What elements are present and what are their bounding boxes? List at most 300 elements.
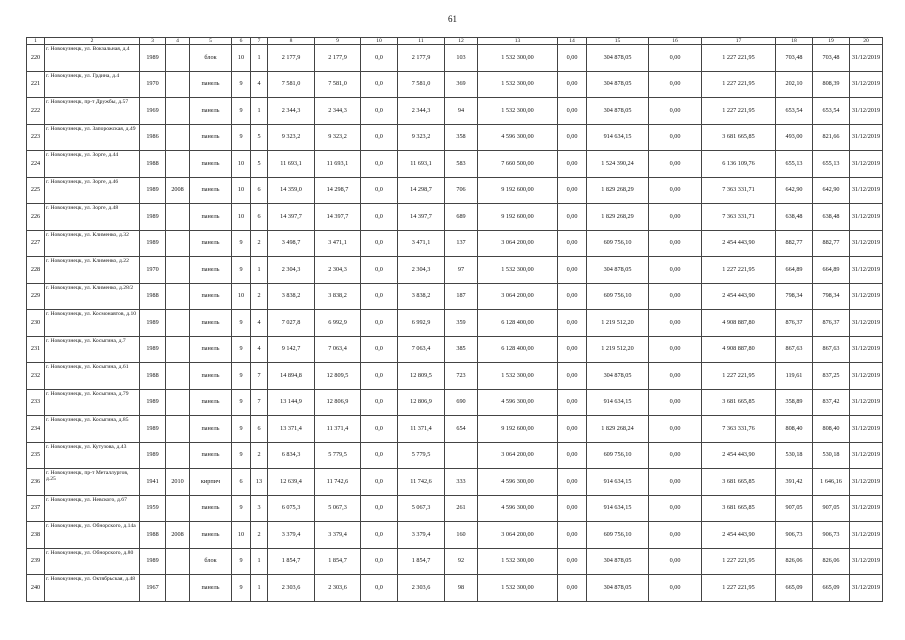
nonliving-area-cell: 0,0 <box>361 495 398 522</box>
premises-area-cell: 12 806,9 <box>398 389 445 416</box>
fund-cost-cell: 0,00 <box>558 548 587 575</box>
nonliving-area-cell: 0,0 <box>361 45 398 72</box>
owners-cost-cell: 3 681 665,85 <box>702 124 776 151</box>
floors-cell: 9 <box>232 310 251 337</box>
nonliving-area-cell: 0,0 <box>361 469 398 496</box>
municipal-cost-cell: 0,00 <box>649 71 702 98</box>
entrances-cell: 2 <box>251 522 268 549</box>
total-cost-cell: 3 064 200,00 <box>478 522 558 549</box>
entrances-cell: 4 <box>251 336 268 363</box>
total-cost-cell: 6 128 400,00 <box>478 336 558 363</box>
municipal-cost-cell: 0,00 <box>649 45 702 72</box>
column-number-14: 14 <box>558 38 587 45</box>
total-cost-cell: 4 596 300,00 <box>478 469 558 496</box>
regional-cost-cell: 914 634,15 <box>587 469 649 496</box>
living-area-cell: 3 838,2 <box>315 283 361 310</box>
nonliving-area-cell: 0,0 <box>361 310 398 337</box>
total-area-cell: 3 379,4 <box>268 522 315 549</box>
limit-cost-cell: 638,48 <box>813 204 850 231</box>
limit-cost-cell: 867,63 <box>813 336 850 363</box>
column-number-4: 4 <box>166 38 190 45</box>
owners-cost-cell: 2 454 443,90 <box>702 230 776 257</box>
living-area-cell: 7 581,0 <box>315 71 361 98</box>
fund-cost-cell: 0,00 <box>558 469 587 496</box>
table-row <box>27 522 883 549</box>
unit-cost-cell: 665,09 <box>776 575 813 602</box>
premises-area-cell: 2 177,9 <box>398 45 445 72</box>
completion-date-cell: 31/12/2019 <box>850 310 883 337</box>
floors-cell: 9 <box>232 230 251 257</box>
fund-cost-cell: 0,00 <box>558 45 587 72</box>
completion-date-cell: 31/12/2019 <box>850 522 883 549</box>
living-area-cell: 2 177,9 <box>315 45 361 72</box>
owners-cost-cell: 6 136 109,76 <box>702 151 776 178</box>
year-built-cell: 1941 <box>140 469 166 496</box>
owners-cost-cell: 1 227 221,95 <box>702 257 776 284</box>
year-built-cell: 1986 <box>140 124 166 151</box>
column-number-5: 5 <box>190 38 232 45</box>
floors-cell: 6 <box>232 469 251 496</box>
year-renovated-cell <box>166 575 190 602</box>
year-built-cell: 1988 <box>140 151 166 178</box>
floors-cell: 9 <box>232 416 251 443</box>
year-built-cell: 1989 <box>140 442 166 469</box>
unit-cost-cell: 867,63 <box>776 336 813 363</box>
row-index-cell: 228 <box>27 257 45 284</box>
wall-material-cell: панель <box>190 71 232 98</box>
floors-cell: 9 <box>232 98 251 125</box>
municipal-cost-cell: 0,00 <box>649 151 702 178</box>
premises-area-cell: 5 067,3 <box>398 495 445 522</box>
total-area-cell: 6 834,3 <box>268 442 315 469</box>
year-renovated-cell <box>166 495 190 522</box>
address-cell: г. Новокузнецк, ул. Невского, д.67 <box>45 495 140 522</box>
row-index-cell: 226 <box>27 204 45 231</box>
owners-cost-cell: 4 908 887,80 <box>702 310 776 337</box>
total-area-cell: 1 854,7 <box>268 548 315 575</box>
year-renovated-cell <box>166 389 190 416</box>
table-row <box>27 310 883 337</box>
year-renovated-cell <box>166 416 190 443</box>
premises-area-cell: 1 854,7 <box>398 548 445 575</box>
unit-cost-cell: 906,73 <box>776 522 813 549</box>
completion-date-cell: 31/12/2019 <box>850 230 883 257</box>
unit-cost-cell: 798,34 <box>776 283 813 310</box>
entrances-cell: 2 <box>251 283 268 310</box>
year-built-cell: 1988 <box>140 522 166 549</box>
wall-material-cell: панель <box>190 177 232 204</box>
living-area-cell: 11 371,4 <box>315 416 361 443</box>
living-area-cell: 3 379,4 <box>315 522 361 549</box>
living-area-cell: 5 779,5 <box>315 442 361 469</box>
column-number-16: 16 <box>649 38 702 45</box>
floors-cell: 9 <box>232 71 251 98</box>
row-index-cell: 231 <box>27 336 45 363</box>
owners-cost-cell: 2 454 443,90 <box>702 442 776 469</box>
limit-cost-cell: 876,37 <box>813 310 850 337</box>
residents-cell: 137 <box>445 230 478 257</box>
wall-material-cell: панель <box>190 151 232 178</box>
owners-cost-cell: 3 681 665,85 <box>702 389 776 416</box>
entrances-cell: 7 <box>251 363 268 390</box>
owners-cost-cell: 3 681 665,85 <box>702 495 776 522</box>
address-cell: г. Новокузнецк, ул. Вокзальная, д.4 <box>45 45 140 72</box>
regional-cost-cell: 304 878,05 <box>587 257 649 284</box>
limit-cost-cell: 837,42 <box>813 389 850 416</box>
year-renovated-cell <box>166 230 190 257</box>
column-number-8: 8 <box>268 38 315 45</box>
floors-cell: 10 <box>232 283 251 310</box>
entrances-cell: 2 <box>251 230 268 257</box>
floors-cell: 9 <box>232 363 251 390</box>
table-row <box>27 336 883 363</box>
total-area-cell: 7 027,8 <box>268 310 315 337</box>
premises-area-cell: 3 838,2 <box>398 283 445 310</box>
table-row <box>27 257 883 284</box>
address-cell: г. Новокузнецк, ул. Зорге, д.46 <box>45 177 140 204</box>
address-cell: г. Новокузнецк, ул. Косыгина, д.85 <box>45 416 140 443</box>
residents-cell: 94 <box>445 98 478 125</box>
address-cell: г. Новокузнецк, пр-т Металлургов, д.25 <box>45 469 140 496</box>
total-area-cell: 13 144,9 <box>268 389 315 416</box>
fund-cost-cell: 0,00 <box>558 310 587 337</box>
table-row <box>27 71 883 98</box>
completion-date-cell: 31/12/2019 <box>850 45 883 72</box>
year-built-cell: 1969 <box>140 98 166 125</box>
entrances-cell: 7 <box>251 389 268 416</box>
fund-cost-cell: 0,00 <box>558 416 587 443</box>
address-cell: г. Новокузнецк, ул. Косыгина, д.79 <box>45 389 140 416</box>
limit-cost-cell: 907,05 <box>813 495 850 522</box>
premises-area-cell: 3 379,4 <box>398 522 445 549</box>
residents-cell: 261 <box>445 495 478 522</box>
year-built-cell: 1970 <box>140 257 166 284</box>
limit-cost-cell: 837,25 <box>813 363 850 390</box>
fund-cost-cell: 0,00 <box>558 98 587 125</box>
table-row <box>27 575 883 602</box>
row-index-cell: 239 <box>27 548 45 575</box>
total-cost-cell: 7 660 500,00 <box>478 151 558 178</box>
total-area-cell: 2 177,9 <box>268 45 315 72</box>
premises-area-cell: 3 471,1 <box>398 230 445 257</box>
municipal-cost-cell: 0,00 <box>649 416 702 443</box>
fund-cost-cell: 0,00 <box>558 363 587 390</box>
completion-date-cell: 31/12/2019 <box>850 495 883 522</box>
row-index-cell: 240 <box>27 575 45 602</box>
row-index-cell: 233 <box>27 389 45 416</box>
total-cost-cell: 1 532 300,00 <box>478 257 558 284</box>
residents-cell: 187 <box>445 283 478 310</box>
unit-cost-cell: 119,61 <box>776 363 813 390</box>
nonliving-area-cell: 0,0 <box>361 363 398 390</box>
regional-cost-cell: 304 878,05 <box>587 548 649 575</box>
table-row <box>27 98 883 125</box>
limit-cost-cell: 642,90 <box>813 177 850 204</box>
year-renovated-cell <box>166 336 190 363</box>
column-number-9: 9 <box>315 38 361 45</box>
wall-material-cell: панель <box>190 204 232 231</box>
unit-cost-cell: 653,54 <box>776 98 813 125</box>
unit-cost-cell: 391,42 <box>776 469 813 496</box>
residents-cell: 690 <box>445 389 478 416</box>
premises-area-cell: 14 298,7 <box>398 177 445 204</box>
unit-cost-cell: 202,10 <box>776 71 813 98</box>
row-index-cell: 225 <box>27 177 45 204</box>
table-row <box>27 204 883 231</box>
premises-area-cell: 11 693,1 <box>398 151 445 178</box>
nonliving-area-cell: 0,0 <box>361 204 398 231</box>
column-number-12: 12 <box>445 38 478 45</box>
completion-date-cell: 31/12/2019 <box>850 257 883 284</box>
fund-cost-cell: 0,00 <box>558 522 587 549</box>
year-renovated-cell <box>166 204 190 231</box>
nonliving-area-cell: 0,0 <box>361 98 398 125</box>
total-cost-cell: 1 532 300,00 <box>478 575 558 602</box>
nonliving-area-cell: 0,0 <box>361 442 398 469</box>
residents-cell: 358 <box>445 124 478 151</box>
municipal-cost-cell: 0,00 <box>649 230 702 257</box>
regional-cost-cell: 1 219 512,20 <box>587 336 649 363</box>
living-area-cell: 2 344,3 <box>315 98 361 125</box>
year-renovated-cell <box>166 310 190 337</box>
limit-cost-cell: 882,77 <box>813 230 850 257</box>
completion-date-cell: 31/12/2019 <box>850 71 883 98</box>
row-index-cell: 238 <box>27 522 45 549</box>
premises-area-cell: 2 303,6 <box>398 575 445 602</box>
row-index-cell: 222 <box>27 98 45 125</box>
unit-cost-cell: 638,48 <box>776 204 813 231</box>
living-area-cell: 11 742,6 <box>315 469 361 496</box>
row-index-cell: 220 <box>27 45 45 72</box>
wall-material-cell: панель <box>190 257 232 284</box>
owners-cost-cell: 1 227 221,95 <box>702 363 776 390</box>
total-cost-cell: 9 192 600,00 <box>478 177 558 204</box>
regional-cost-cell: 1 829 268,29 <box>587 204 649 231</box>
owners-cost-cell: 7 363 331,76 <box>702 416 776 443</box>
limit-cost-cell: 655,13 <box>813 151 850 178</box>
completion-date-cell: 31/12/2019 <box>850 124 883 151</box>
wall-material-cell: панель <box>190 283 232 310</box>
year-built-cell: 1989 <box>140 389 166 416</box>
completion-date-cell: 31/12/2019 <box>850 177 883 204</box>
premises-area-cell: 7 063,4 <box>398 336 445 363</box>
completion-date-cell: 31/12/2019 <box>850 389 883 416</box>
year-built-cell: 1989 <box>140 45 166 72</box>
completion-date-cell: 31/12/2019 <box>850 151 883 178</box>
completion-date-cell: 31/12/2019 <box>850 363 883 390</box>
unit-cost-cell: 664,89 <box>776 257 813 284</box>
year-built-cell: 1989 <box>140 416 166 443</box>
residents-cell: 654 <box>445 416 478 443</box>
table-row <box>27 363 883 390</box>
column-number-15: 15 <box>587 38 649 45</box>
address-cell: г. Новокузнецк, ул. Косыгина, д.7 <box>45 336 140 363</box>
residents-cell: 369 <box>445 71 478 98</box>
table-row <box>27 389 883 416</box>
year-renovated-cell <box>166 98 190 125</box>
address-cell: г. Новокузнецк, ул. Запорожская, д.49 <box>45 124 140 151</box>
wall-material-cell: блок <box>190 45 232 72</box>
fund-cost-cell: 0,00 <box>558 124 587 151</box>
municipal-cost-cell: 0,00 <box>649 257 702 284</box>
living-area-cell: 14 298,7 <box>315 177 361 204</box>
column-number-19: 19 <box>813 38 850 45</box>
regional-cost-cell: 609 756,10 <box>587 522 649 549</box>
municipal-cost-cell: 0,00 <box>649 389 702 416</box>
regional-cost-cell: 914 634,15 <box>587 389 649 416</box>
living-area-cell: 7 063,4 <box>315 336 361 363</box>
table-row <box>27 548 883 575</box>
floors-cell: 10 <box>232 151 251 178</box>
regional-cost-cell: 304 878,05 <box>587 363 649 390</box>
total-cost-cell: 9 192 600,00 <box>478 204 558 231</box>
regional-cost-cell: 1 219 512,20 <box>587 310 649 337</box>
total-area-cell: 14 359,0 <box>268 177 315 204</box>
living-area-cell: 2 303,6 <box>315 575 361 602</box>
total-area-cell: 3 838,2 <box>268 283 315 310</box>
fund-cost-cell: 0,00 <box>558 336 587 363</box>
residents-cell: 706 <box>445 177 478 204</box>
address-cell: г. Новокузнецк, ул. Обнорского, д.14а <box>45 522 140 549</box>
entrances-cell: 6 <box>251 204 268 231</box>
wall-material-cell: панель <box>190 416 232 443</box>
residents-cell: 723 <box>445 363 478 390</box>
year-built-cell: 1989 <box>140 336 166 363</box>
entrances-cell: 6 <box>251 416 268 443</box>
year-renovated-cell <box>166 124 190 151</box>
unit-cost-cell: 882,77 <box>776 230 813 257</box>
page-number: 61 <box>448 14 457 24</box>
wall-material-cell: панель <box>190 575 232 602</box>
column-number-1: 1 <box>27 38 45 45</box>
column-number-10: 10 <box>361 38 398 45</box>
year-built-cell: 1989 <box>140 177 166 204</box>
unit-cost-cell: 808,40 <box>776 416 813 443</box>
residents-cell: 92 <box>445 548 478 575</box>
fund-cost-cell: 0,00 <box>558 230 587 257</box>
regional-cost-cell: 1 524 390,24 <box>587 151 649 178</box>
nonliving-area-cell: 0,0 <box>361 522 398 549</box>
total-cost-cell: 4 596 300,00 <box>478 389 558 416</box>
residents-cell: 98 <box>445 575 478 602</box>
municipal-cost-cell: 0,00 <box>649 336 702 363</box>
premises-area-cell: 11 742,6 <box>398 469 445 496</box>
municipal-cost-cell: 0,00 <box>649 442 702 469</box>
limit-cost-cell: 703,48 <box>813 45 850 72</box>
total-area-cell: 12 639,4 <box>268 469 315 496</box>
regional-cost-cell: 1 829 268,29 <box>587 177 649 204</box>
total-area-cell: 2 344,3 <box>268 98 315 125</box>
housing-registry-table <box>26 37 883 602</box>
floors-cell: 9 <box>232 124 251 151</box>
total-area-cell: 9 142,7 <box>268 336 315 363</box>
limit-cost-cell: 808,39 <box>813 71 850 98</box>
address-cell: г. Новокузнецк, пр-т Дружбы, д.57 <box>45 98 140 125</box>
column-number-18: 18 <box>776 38 813 45</box>
year-renovated-cell <box>166 71 190 98</box>
entrances-cell: 3 <box>251 495 268 522</box>
nonliving-area-cell: 0,0 <box>361 416 398 443</box>
nonliving-area-cell: 0,0 <box>361 389 398 416</box>
owners-cost-cell: 4 908 887,80 <box>702 336 776 363</box>
total-area-cell: 14 397,7 <box>268 204 315 231</box>
nonliving-area-cell: 0,0 <box>361 257 398 284</box>
floors-cell: 10 <box>232 204 251 231</box>
wall-material-cell: панель <box>190 495 232 522</box>
table-row <box>27 283 883 310</box>
living-area-cell: 9 323,2 <box>315 124 361 151</box>
regional-cost-cell: 304 878,05 <box>587 98 649 125</box>
address-cell: г. Новокузнецк, ул. Клименко, д.32 <box>45 230 140 257</box>
table-row <box>27 469 883 496</box>
row-index-cell: 230 <box>27 310 45 337</box>
year-renovated-cell <box>166 151 190 178</box>
municipal-cost-cell: 0,00 <box>649 177 702 204</box>
year-renovated-cell <box>166 442 190 469</box>
year-built-cell: 1959 <box>140 495 166 522</box>
entrances-cell: 4 <box>251 310 268 337</box>
living-area-cell: 14 397,7 <box>315 204 361 231</box>
premises-area-cell: 11 371,4 <box>398 416 445 443</box>
regional-cost-cell: 304 878,05 <box>587 575 649 602</box>
row-index-cell: 227 <box>27 230 45 257</box>
total-cost-cell: 9 192 600,00 <box>478 416 558 443</box>
address-cell: г. Новокузнецк, ул. Космонавтов, д.10 <box>45 310 140 337</box>
regional-cost-cell: 304 878,05 <box>587 71 649 98</box>
table-row <box>27 442 883 469</box>
floors-cell: 9 <box>232 575 251 602</box>
row-index-cell: 232 <box>27 363 45 390</box>
completion-date-cell: 31/12/2019 <box>850 469 883 496</box>
residents-cell: 385 <box>445 336 478 363</box>
unit-cost-cell: 358,89 <box>776 389 813 416</box>
year-renovated-cell: 2008 <box>166 177 190 204</box>
fund-cost-cell: 0,00 <box>558 177 587 204</box>
row-index-cell: 236 <box>27 469 45 496</box>
address-cell: г. Новокузнецк, ул. Косыгина, д.61 <box>45 363 140 390</box>
total-area-cell: 2 303,6 <box>268 575 315 602</box>
unit-cost-cell: 493,00 <box>776 124 813 151</box>
nonliving-area-cell: 0,0 <box>361 336 398 363</box>
year-built-cell: 1967 <box>140 575 166 602</box>
year-built-cell: 1989 <box>140 548 166 575</box>
municipal-cost-cell: 0,00 <box>649 495 702 522</box>
living-area-cell: 12 809,5 <box>315 363 361 390</box>
municipal-cost-cell: 0,00 <box>649 204 702 231</box>
municipal-cost-cell: 0,00 <box>649 283 702 310</box>
entrances-cell: 1 <box>251 45 268 72</box>
total-area-cell: 7 581,0 <box>268 71 315 98</box>
unit-cost-cell: 530,18 <box>776 442 813 469</box>
total-cost-cell: 3 064 200,00 <box>478 442 558 469</box>
year-built-cell: 1989 <box>140 230 166 257</box>
table-body <box>27 45 883 602</box>
table-row <box>27 177 883 204</box>
year-built-cell: 1988 <box>140 283 166 310</box>
owners-cost-cell: 1 227 221,95 <box>702 45 776 72</box>
year-built-cell: 1989 <box>140 310 166 337</box>
nonliving-area-cell: 0,0 <box>361 575 398 602</box>
residents-cell: 333 <box>445 469 478 496</box>
floors-cell: 9 <box>232 257 251 284</box>
column-number-17: 17 <box>702 38 776 45</box>
nonliving-area-cell: 0,0 <box>361 151 398 178</box>
entrances-cell: 1 <box>251 575 268 602</box>
unit-cost-cell: 655,13 <box>776 151 813 178</box>
wall-material-cell: панель <box>190 310 232 337</box>
floors-cell: 10 <box>232 522 251 549</box>
owners-cost-cell: 1 227 221,95 <box>702 71 776 98</box>
